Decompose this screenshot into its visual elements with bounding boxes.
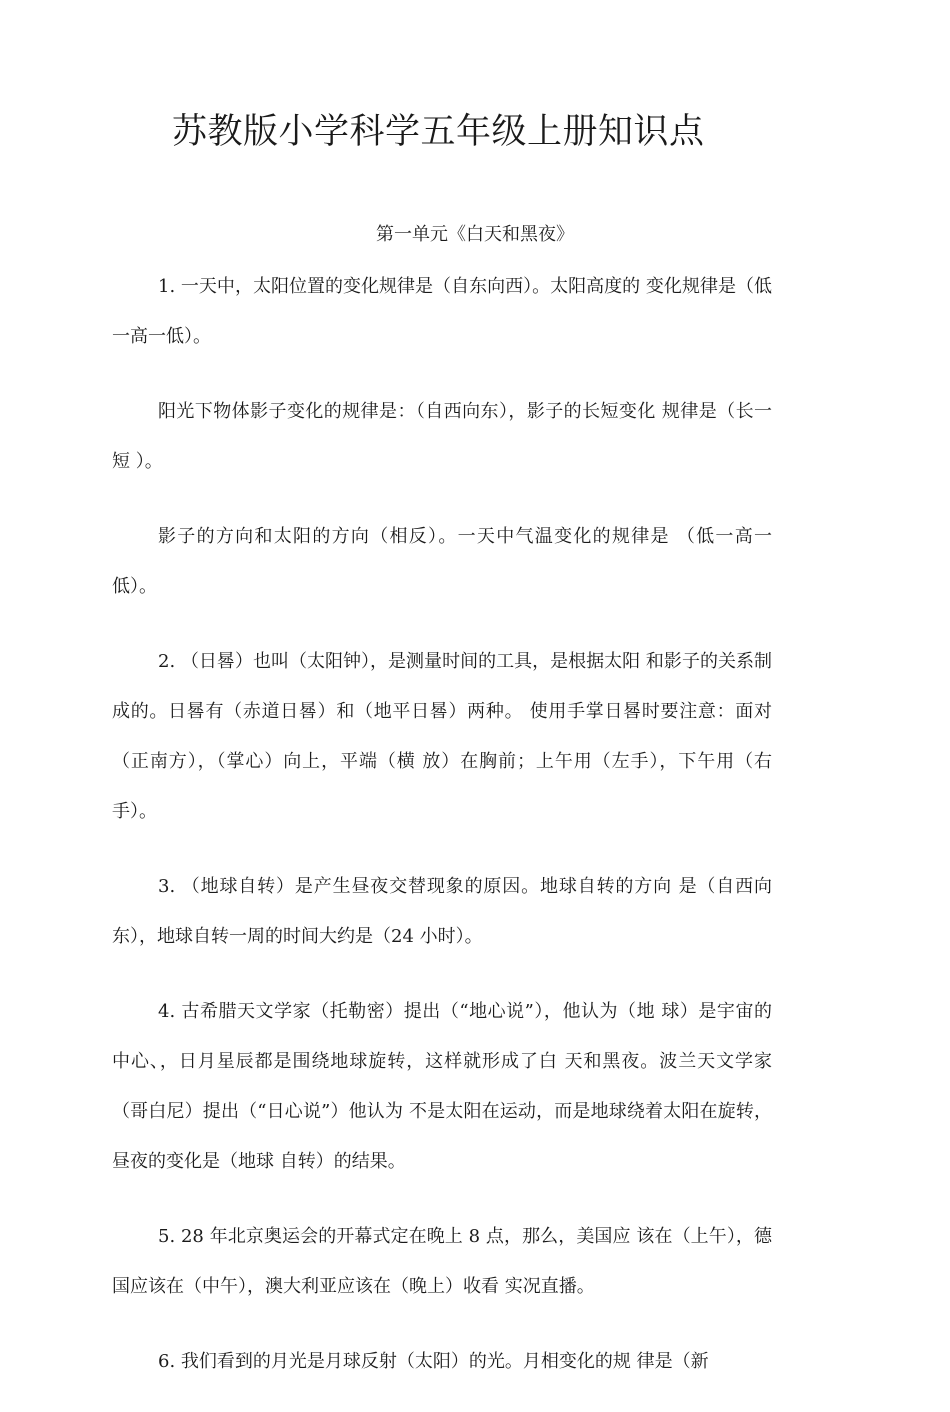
unit-heading: 第一单元《白天和黑夜》 (376, 224, 574, 245)
paragraph-2: 阳光下物体影子变化的规律是：（自西向东），影子的长短变化 规律是（长一短 ）。 (112, 401, 772, 472)
paragraph-3: 影子的方向和太阳的方向（相反）。一天中气温变化的规律是 （低一高一低）。 (112, 526, 772, 597)
paragraph-7: 5. 28 年北京奥运会的开幕式定在晚上 8 点，那么，美国应 该在（上午），德国应该在（中午），澳大利亚应该在（晚上）收看 实况直播。 (112, 1226, 772, 1297)
paragraph-4: 2. （日晷）也叫（太阳钟），是测量时间的工具，是根据太阳 和影子的关系制成的。日晷有（赤道日晷）和（地平日晷）两种。 使用手掌日晷时要注意：面对（正南方），（掌心）向上，平端（横 放）在胸前；上午用（左手），下午用（右手）。 (112, 651, 772, 822)
paragraph-8: 6. 我们看到的月光是月球反射（太阳）的光。月相变化的规 律是（新 (158, 1351, 709, 1372)
paragraph-5: 3. （地球自转）是产生昼夜交替现象的原因。地球自转的方向 是（自西向东），地球自转一周的时间大约是（24 小时）。 (112, 876, 772, 947)
document-title: 苏教版小学科学五年级上册知识点 (172, 112, 705, 152)
paragraph-1: 1. 一天中，太阳位置的变化规律是（自东向西）。太阳高度的 变化规律是（低一高一低）。 (112, 276, 772, 347)
document-body (112, 262, 772, 1412)
paragraph-6: 4. 古希腊天文学家（托勒密）提出（“地心说”），他认为（地 球）是宇宙的中心、，日月星辰都是围绕地球旋转，这样就形成了白 天和黑夜。波兰天文学家（哥白尼）提出（“日心说”）他认为 不是太阳在运动，而是地球绕着太阳在旋转，昼夜的变化是（地球 自转）的结果。 (112, 1001, 772, 1172)
